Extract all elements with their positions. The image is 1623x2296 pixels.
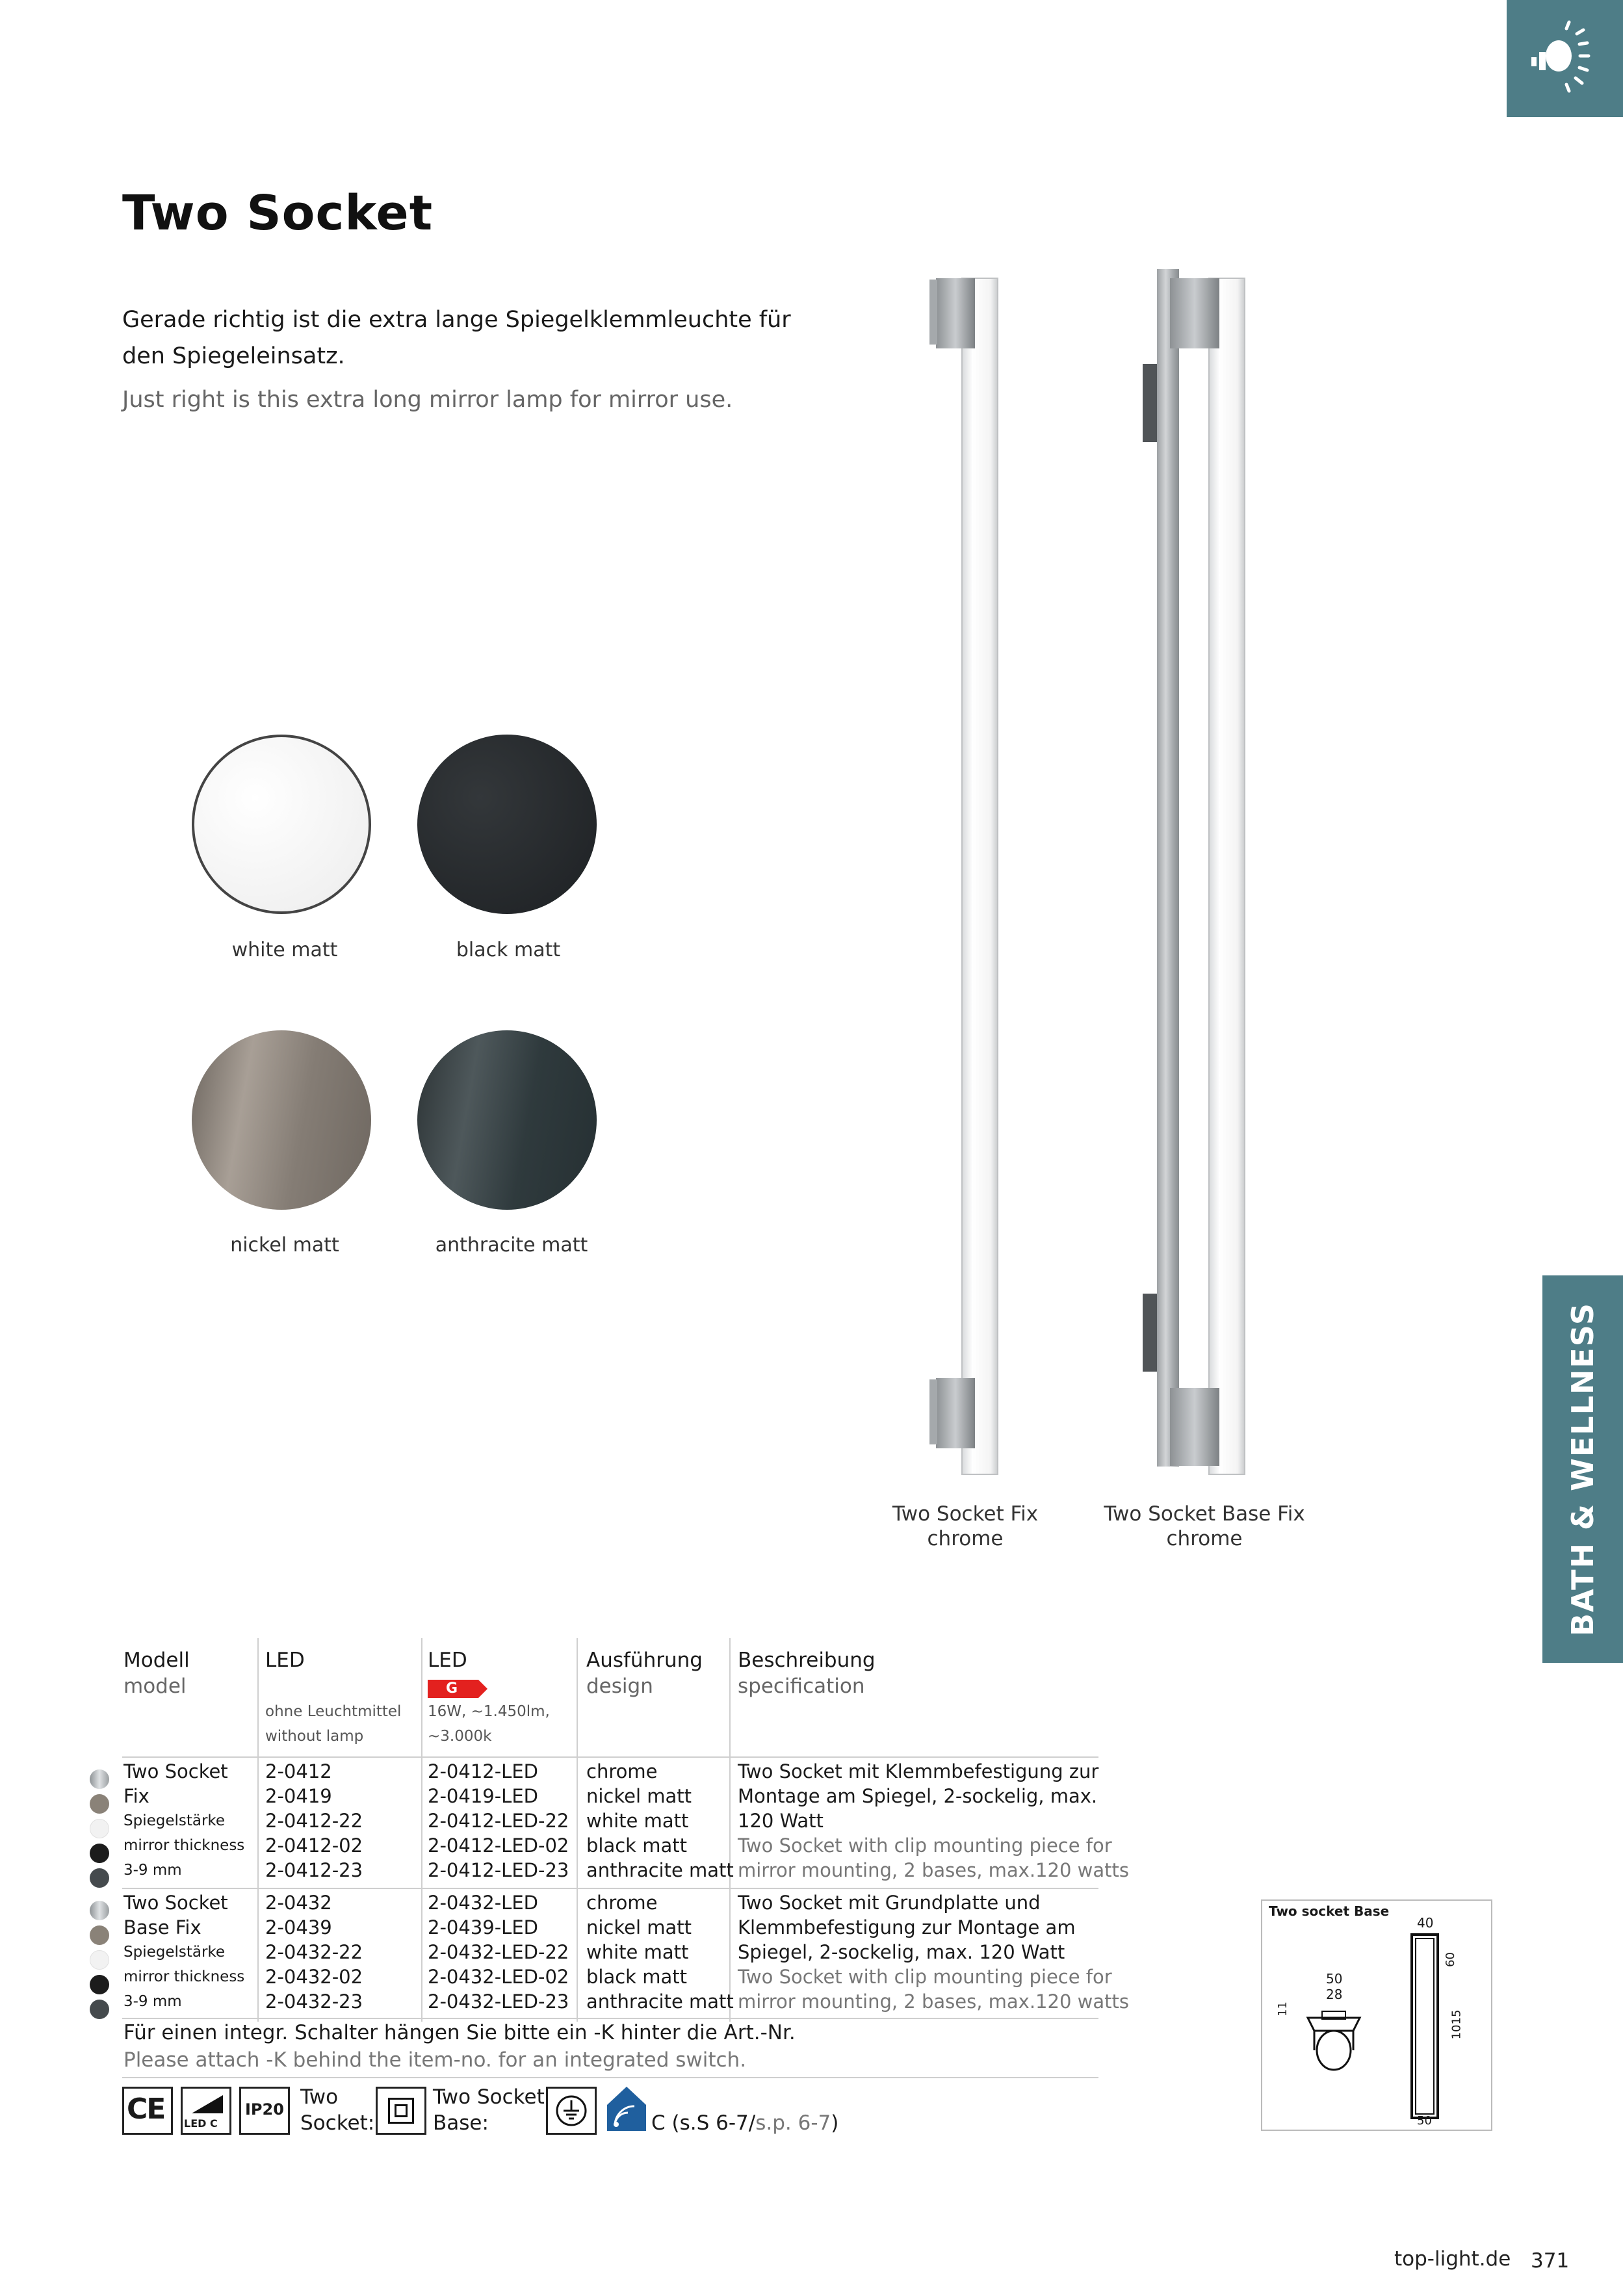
two-socket-class-label: Two Socket: [300, 2085, 375, 2135]
header-led: LED [428, 1649, 467, 1672]
page-number: 371 [1531, 2249, 1570, 2273]
dimension-label: 40 [1417, 1915, 1434, 1931]
dimension-label: 50 [1417, 2114, 1432, 2128]
drawing-title: Two socket Base [1269, 1903, 1390, 1919]
lamp-light-icon [1507, 0, 1623, 117]
swatch-black-matt [417, 735, 597, 914]
finish-dot-white [90, 1819, 109, 1838]
finish-dot-black [90, 1975, 109, 1994]
category-corner-tab [1507, 0, 1623, 117]
header-specification: Beschreibung specification [738, 1649, 876, 1698]
energy-class-badge: G [428, 1680, 487, 1698]
dimension-label: 11 [1275, 2002, 1290, 2016]
article-numbers: 2-0432 2-0439 2-0432-22 2-0432-02 2-0432-23 [265, 1892, 363, 2013]
finish-dot-chrome [90, 1901, 109, 1920]
section-side-tab [1542, 1275, 1623, 1663]
product-caption-base-fix [1087, 1502, 1321, 1551]
swatch-label: anthracite matt [435, 1234, 588, 1257]
section-label: BATH & WELLNESS [1565, 1301, 1600, 1637]
swatch-label: white matt [231, 939, 338, 961]
product-caption-fix [848, 1502, 1082, 1551]
finish-dot-nickel [90, 1794, 109, 1814]
dimension-label: 28 [1326, 1987, 1343, 2002]
ce-mark-icon: CE [122, 2087, 173, 2135]
technical-drawing [1261, 1899, 1492, 2131]
specification-text: Two Socket mit Grundplatte und Klemmbefestigung zur Montage am Spiegel, 2-sockelig, max. 120 Watt Two Socket with clip mounting piece for mirror mounting, 2 bases, max.120 watts [738, 1892, 1129, 2013]
finish-dot-white [90, 1950, 109, 1970]
class-reference: C (s.S 6-7/s.p. 6-7) [651, 2111, 839, 2135]
product-finish: chrome [927, 1527, 1004, 1550]
header-design: Ausführung design [586, 1649, 703, 1698]
header-led-sub: 16W, ~1.450lm, ~3.000k [428, 1703, 550, 1745]
finish-dot-chrome [90, 1769, 109, 1789]
specification-text: Two Socket mit Klemmbefestigung zur Montage am Spiegel, 2-sockelig, max. 120 Watt Two Socket with clip mounting piece for mirror mounting, 2 bases, max.120 watts [738, 1760, 1129, 1881]
dimension-label: 1015 [1449, 2009, 1464, 2040]
intro-text-de: Gerade richtig ist die extra lange Spiegelklemmleuchte für den Spiegeleinsatz. [122, 307, 791, 369]
article-numbers: 2-0412 2-0419 2-0412-22 2-0412-02 2-0412-23 [265, 1760, 363, 1881]
two-socket-base-class-label: Two Socket Base: [433, 2085, 545, 2135]
product-image-two-socket-base-fix [1131, 260, 1287, 1482]
finish-dot-anthracite [90, 1868, 109, 1888]
swatch-white-matt [192, 735, 371, 914]
product-name: Two Socket Base Fix [1104, 1502, 1305, 1526]
led-article-numbers: 2-0432-LED 2-0439-LED 2-0432-LED-22 2-0432-LED-02 2-0432-LED-23 [428, 1892, 569, 2013]
footer-website[interactable]: top-light.de [1394, 2247, 1511, 2271]
protection-class-ii-icon [376, 2087, 426, 2135]
finish-dot-anthracite [90, 2000, 109, 2019]
product-name: Two Socket Fix [892, 1502, 1039, 1526]
switch-note: Für einen integr. Schalter hängen Sie bitte ein -K hinter die Art.-Nr. Please attach -K behind the item-no. for an integrated switch. [123, 2021, 796, 2072]
swatch-nickel-matt [192, 1030, 371, 1210]
ip20-icon: IP20 [239, 2087, 290, 2135]
intro-text-en: Just right is this extra long mirror lamp for mirror use. [122, 387, 733, 413]
swatch-label: black matt [456, 939, 561, 961]
dimension-label: 50 [1326, 1971, 1343, 1987]
model-name: Two Socket Base Fix Spiegelstärke mirror thickness 3-9 mm [123, 1892, 245, 2010]
finish-dot-black [90, 1844, 109, 1863]
header-led-without-lamp: LED [265, 1649, 305, 1672]
design-list: chrome nickel matt white matt black matt anthracite matt [586, 1760, 734, 1881]
swatch-anthracite-matt [417, 1030, 597, 1210]
swatch-label: nickel matt [230, 1234, 339, 1257]
model-name: Two Socket Fix Spiegelstärke mirror thickness 3-9 mm [123, 1760, 245, 1879]
design-list: chrome nickel matt white matt black matt anthracite matt [586, 1892, 734, 2013]
header-model: Modell model [123, 1649, 190, 1698]
house-energy-icon [606, 2085, 647, 2132]
protection-class-i-earth-icon [546, 2087, 597, 2135]
header-led-without-lamp-sub: ohne Leuchtmittel without lamp [265, 1703, 402, 1745]
finish-dot-nickel [90, 1925, 109, 1945]
dimension-label: 60 [1443, 1952, 1457, 1967]
page-title: Two Socket [122, 185, 434, 241]
product-finish: chrome [1166, 1527, 1243, 1550]
led-energy-class-icon: LED C [181, 2087, 231, 2135]
led-article-numbers: 2-0412-LED 2-0419-LED 2-0412-LED-22 2-0412-LED-02 2-0412-LED-23 [428, 1760, 569, 1881]
